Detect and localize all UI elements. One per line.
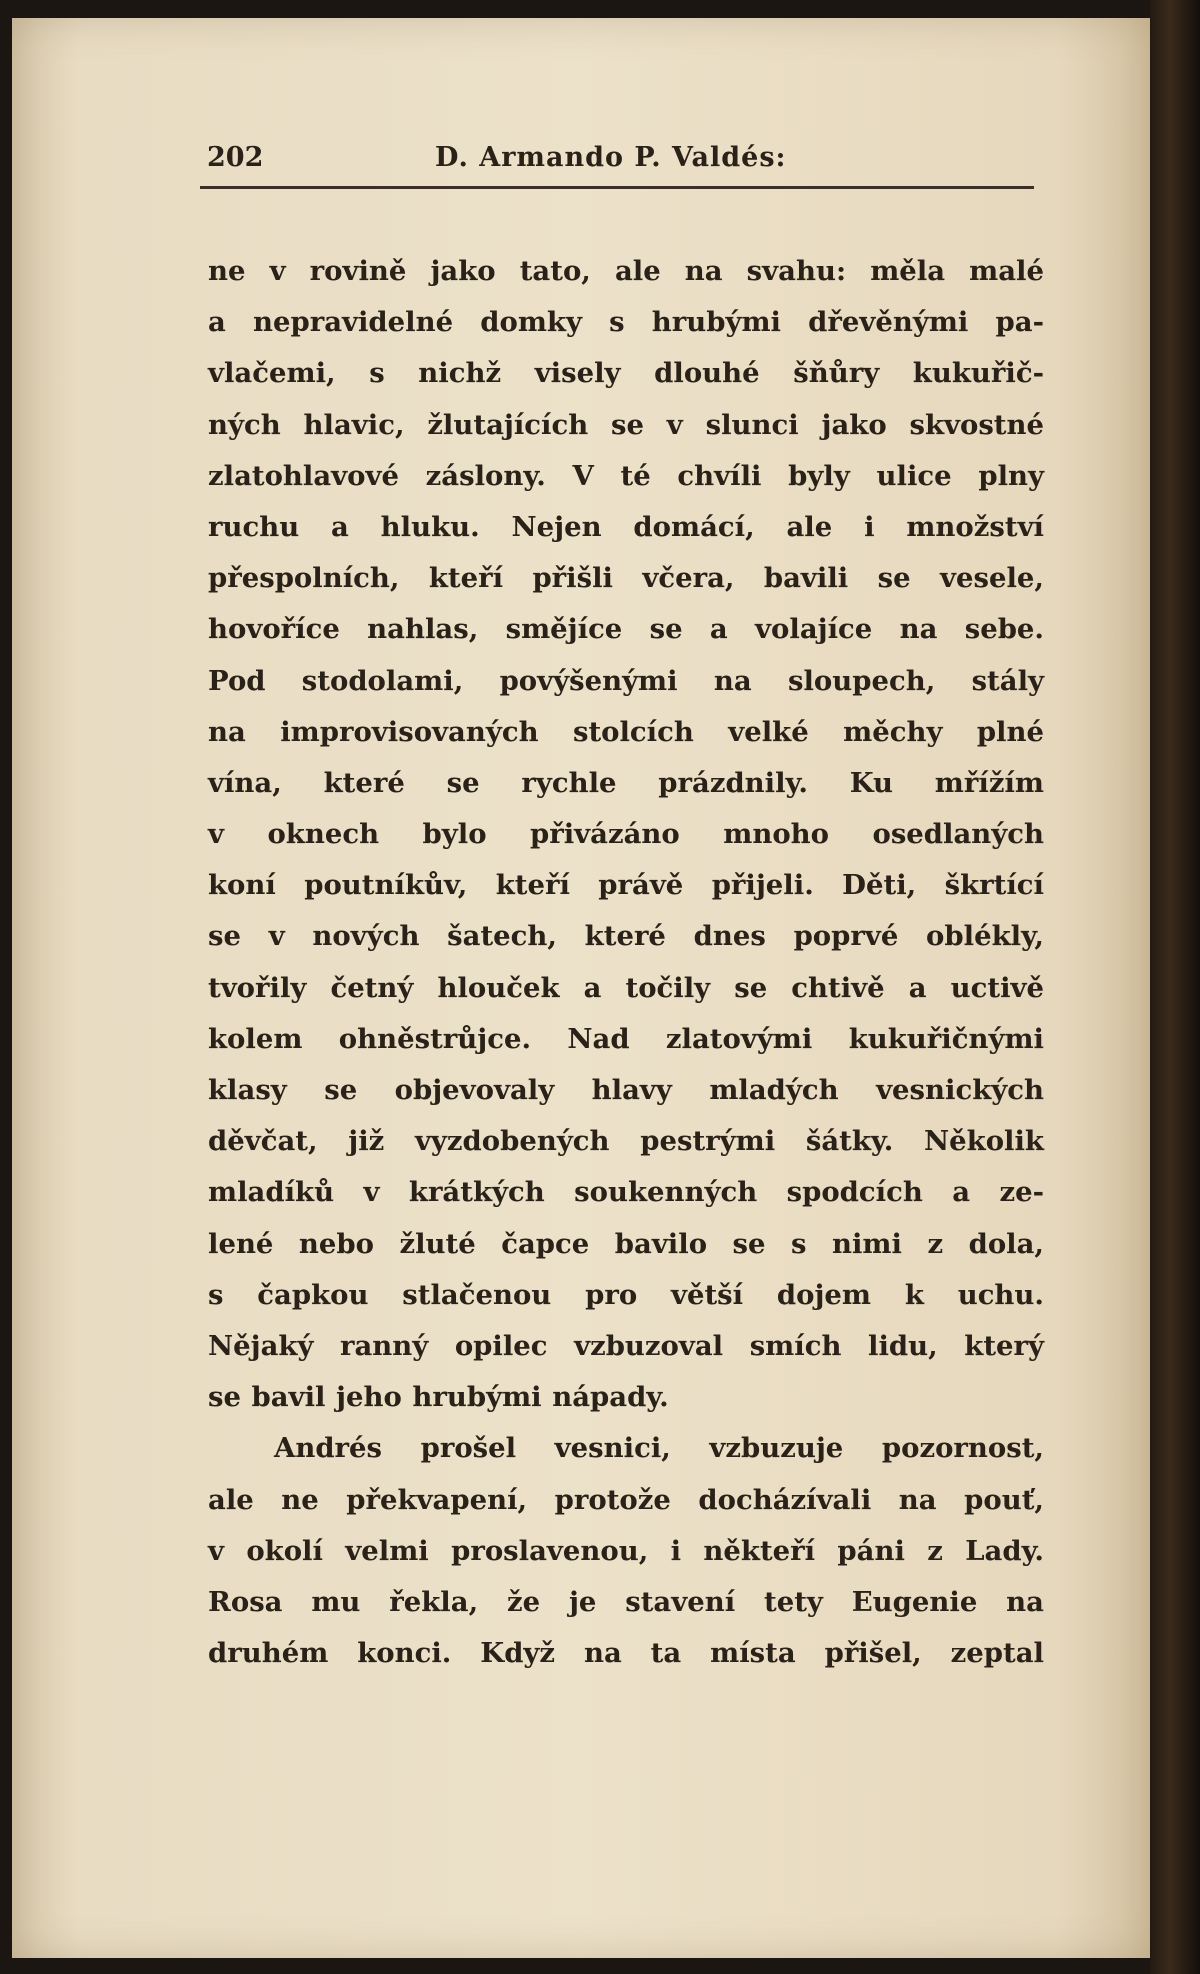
text-line: na improvisovaných stolcích velké měchy plné [208,715,1044,748]
text-line: vlačemi, s nichž visely dlouhé šňůry kukuřič- [208,357,1044,390]
text-line: s čapkou stlačenou pro větší dojem k uchu. [208,1278,1044,1311]
text-line: Pod stodolami, povýšenými na sloupech, stály [208,664,1044,697]
paragraph-2 [208,1423,1044,1679]
text-line: klasy se objevovaly hlavy mladých vesnických [208,1074,1044,1106]
text-line: tvořily četný hlouček a točily se chtivě a uctivě [208,971,1044,1004]
text-line: kolem ohněstrůjce. Nad zlatovými kukuřičnými [208,1022,1044,1055]
text-line: ale ne překvapení, protože docházívali na pouť, [208,1483,1044,1516]
text-line: v okolí velmi proslavenou, i někteří páni z Lady. [208,1534,1044,1567]
text-line: se v nových šatech, které dnes poprvé oblékly, [208,920,1044,953]
text-line: zlatohlavové záslony. V té chvíli byly ulice plny [208,459,1044,492]
running-head [195,138,1035,186]
text-line: vína, které se rychle prázdnily. Ku mřížím [208,766,1044,799]
text-line: Rosa mu řekla, že je stavení tety Eugenie na [208,1585,1044,1618]
text-line: a nepravidelné domky s hrubými dřevěnými pa- [208,306,1044,339]
text-line: ne v rovině jako tato, ale na svahu: měla malé [208,255,1044,287]
text-line: v oknech bylo přivázáno mnoho osedlaných [208,818,1044,851]
text-line: hovoříce nahlas, smějíce se a volajíce na sebe. [208,613,1044,646]
book-spine-shadow [1150,0,1200,1974]
text-line: ných hlavic, žlutajících se v slunci jako skvostné [208,408,1044,441]
text-line: koní poutníkův, kteří právě přijeli. Děti, škrtící [208,869,1044,902]
header-rule [200,186,1034,189]
body-text [208,246,1044,1679]
text-line: druhém konci. Když na ta místa přišel, zeptal [208,1637,1044,1670]
page-number: 202 [207,142,264,173]
text-line: se bavil jeho hrubými nápady. [208,1381,669,1414]
text-line: lené nebo žluté čapce bavilo se s nimi z dola, [208,1227,1044,1260]
running-head-title: D. Armando P. Valdés: [435,142,787,173]
paragraph-1 [208,246,1044,1423]
text-line: ruchu a hluku. Nejen domácí, ale i množství [208,510,1044,543]
text-line: mladíků v krátkých soukenných spodcích a ze- [208,1176,1044,1209]
text-line: Andrés prošel vesnici, vzbuzuje pozornost, [274,1432,1044,1465]
text-line: přespolních, kteří přišli včera, bavili se vesele, [208,562,1044,595]
text-line: Nějaký ranný opilec vzbuzoval smích lidu, který [208,1329,1044,1362]
text-line: děvčat, již vyzdobených pestrými šátky. Několik [208,1125,1044,1158]
